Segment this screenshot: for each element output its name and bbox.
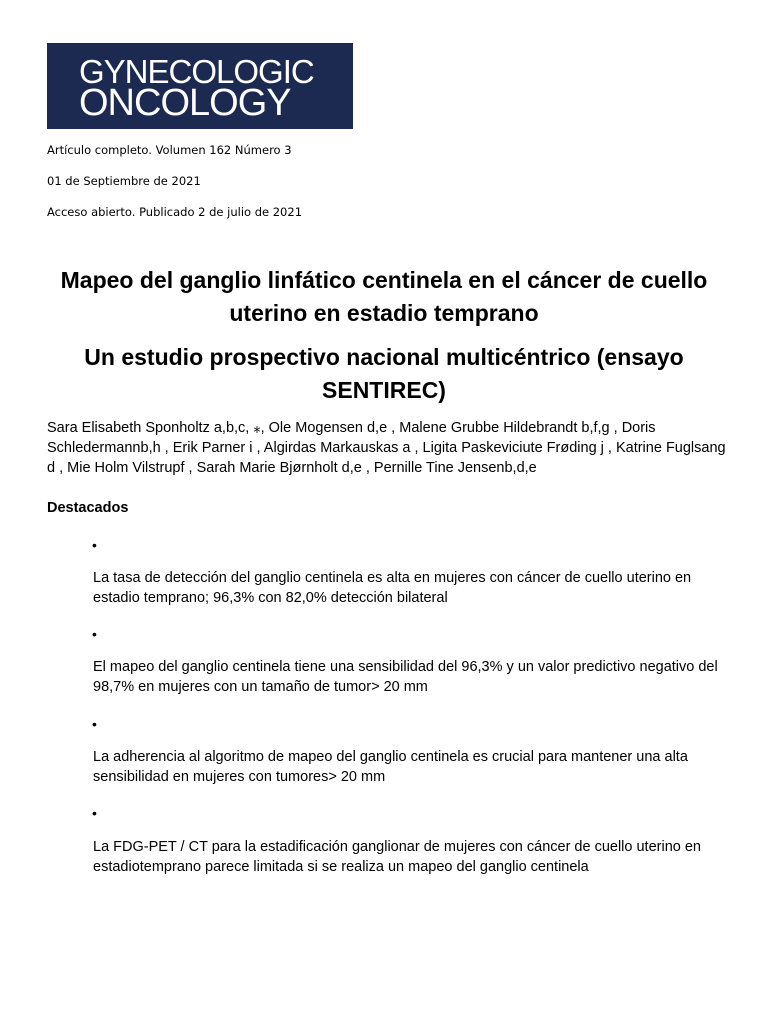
article-subtitle: Un estudio prospectivo nacional multicéntrico (ensayo SENTIREC) [84,344,684,403]
bullet-icon: • [92,716,97,732]
logo-text-oncology: ONCOLOGY [79,82,291,124]
article-title: Mapeo del ganglio linfático centinela en el cáncer de cuello uterino en estadio temprano [60,267,708,326]
article-date: 01 de Septiembre de 2021 [47,174,201,188]
highlight-item: La tasa de detección del ganglio centinela es alta en mujeres con cáncer de cuello uterino en estadio temprano; 96,3% con 82,0% detección bilateral [93,570,692,606]
bullet-icon: • [92,626,97,642]
highlights-heading: Destacados [47,500,129,516]
bullet-icon: • [92,805,97,821]
highlight-item: El mapeo del ganglio centinela tiene una sensibilidad del 96,3% y un valor predictivo negativo del 98,7% en mujeres con un tamaño de tumor> 20 mm [93,659,718,695]
highlight-item: La FDG-PET / CT para la estadificación ganglionar de mujeres con cáncer de cuello uterino en estadiotemprano parece limitada si se realiza un mapeo del ganglio centinela [93,839,701,875]
highlight-item: La adherencia al algoritmo de mapeo del ganglio centinela es crucial para mantener una alta sensibilidad en mujeres con tumores> 20 mm [93,749,688,785]
article-type-volume: Artículo completo. Volumen 162 Número 3 [47,143,292,157]
article-access: Acceso abierto. Publicado 2 de julio de 2021 [47,205,303,219]
bullet-icon: • [92,537,97,553]
journal-logo [47,43,353,129]
logo-text-gynecologic: GYNECOLOGIC [79,53,314,90]
author-list: Sara Elisabeth Sponholtz a,b,c, ⁎, Ole Mogensen d,e , Malene Grubbe Hildebrandt b,f,g , Doris Schledermannb,h , Erik Parner i , Algirdas Markauskas a , Ligita Paskeviciute Frøding j , Katrine Fuglsang d , Mie Holm Vilstrupf , Sarah Marie Bjørnholt d,e , Pernille Tine Jensenb,d,e [47,420,726,476]
